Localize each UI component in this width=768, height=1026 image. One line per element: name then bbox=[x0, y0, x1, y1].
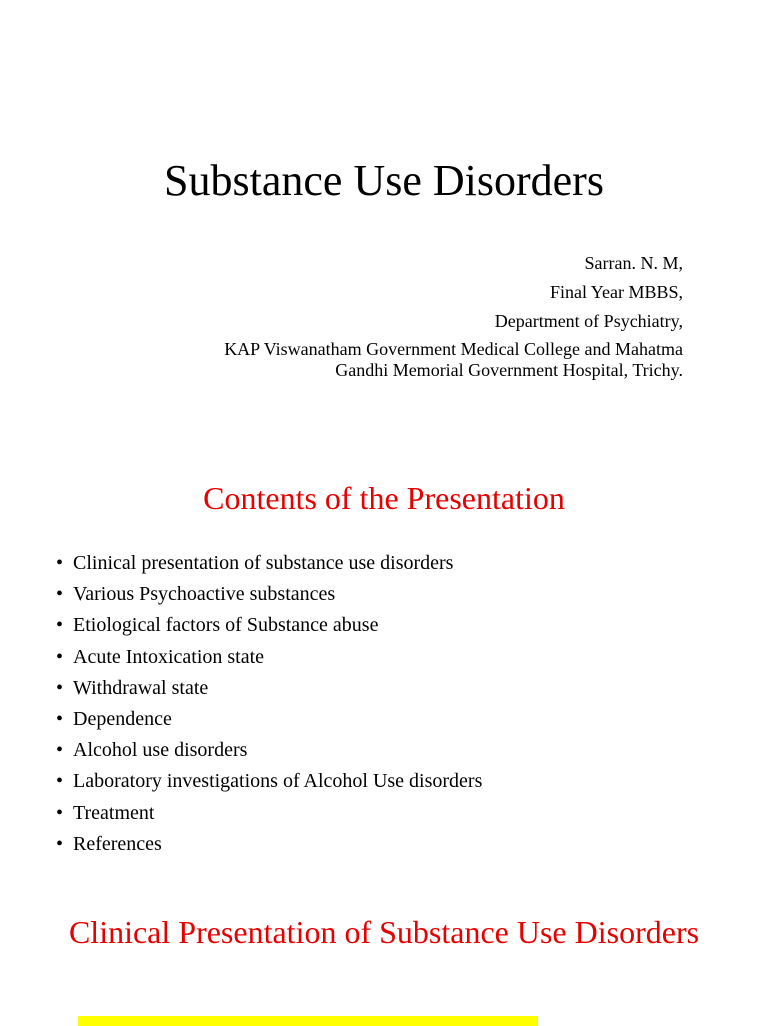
list-item-label: Dependence bbox=[73, 707, 172, 730]
list-item bbox=[56, 830, 482, 861]
list-item-label: Etiological factors of Substance abuse bbox=[73, 614, 379, 637]
list-item-label: Laboratory investigations of Alcohol Use disorders bbox=[73, 770, 483, 793]
list-item bbox=[56, 767, 482, 798]
bullet-icon: • bbox=[56, 739, 64, 762]
list-item-label: Clinical presentation of substance use disorders bbox=[73, 552, 454, 574]
contents-list bbox=[56, 549, 482, 861]
bullet-icon: • bbox=[56, 645, 64, 668]
list-item bbox=[56, 580, 482, 611]
contents-heading: Contents of the Presentation bbox=[203, 480, 565, 516]
bullet-icon: • bbox=[56, 583, 64, 606]
bullet-icon: • bbox=[56, 614, 64, 637]
list-item bbox=[56, 611, 482, 642]
list-item bbox=[56, 643, 482, 674]
list-item-label: Withdrawal state bbox=[73, 676, 209, 699]
list-item-label: Treatment bbox=[73, 801, 155, 824]
presentation-title: Substance Use Disorders bbox=[164, 156, 604, 205]
bullet-icon: • bbox=[56, 770, 64, 793]
list-item bbox=[56, 799, 482, 830]
bullet-icon: • bbox=[56, 676, 64, 699]
bullet-icon: • bbox=[56, 707, 64, 730]
author-name: Sarran. N. M, bbox=[584, 253, 683, 273]
list-item bbox=[56, 549, 482, 580]
list-item bbox=[56, 736, 482, 767]
list-item-label: Various Psychoactive substances bbox=[73, 583, 336, 606]
bullet-icon: • bbox=[56, 552, 64, 574]
list-item-label: Alcohol use disorders bbox=[73, 739, 248, 762]
author-year: Final Year MBBS, bbox=[549, 282, 683, 302]
highlighted-text-line bbox=[78, 1016, 538, 1026]
author-institution: KAP Viswanatham Government Medical College and Mahatma Gandhi Memorial Government Hospital, Trichy. bbox=[224, 339, 683, 380]
list-item bbox=[56, 705, 482, 736]
list-item-label: Acute Intoxication state bbox=[73, 645, 265, 668]
list-item-label: References bbox=[73, 832, 162, 855]
bullet-icon: • bbox=[56, 832, 64, 855]
list-item bbox=[56, 674, 482, 705]
author-block bbox=[60, 252, 683, 381]
bullet-icon: • bbox=[56, 801, 64, 824]
author-department: Department of Psychiatry, bbox=[494, 311, 683, 331]
clinical-heading: Clinical Presentation of Substance Use Disorders bbox=[68, 914, 700, 950]
